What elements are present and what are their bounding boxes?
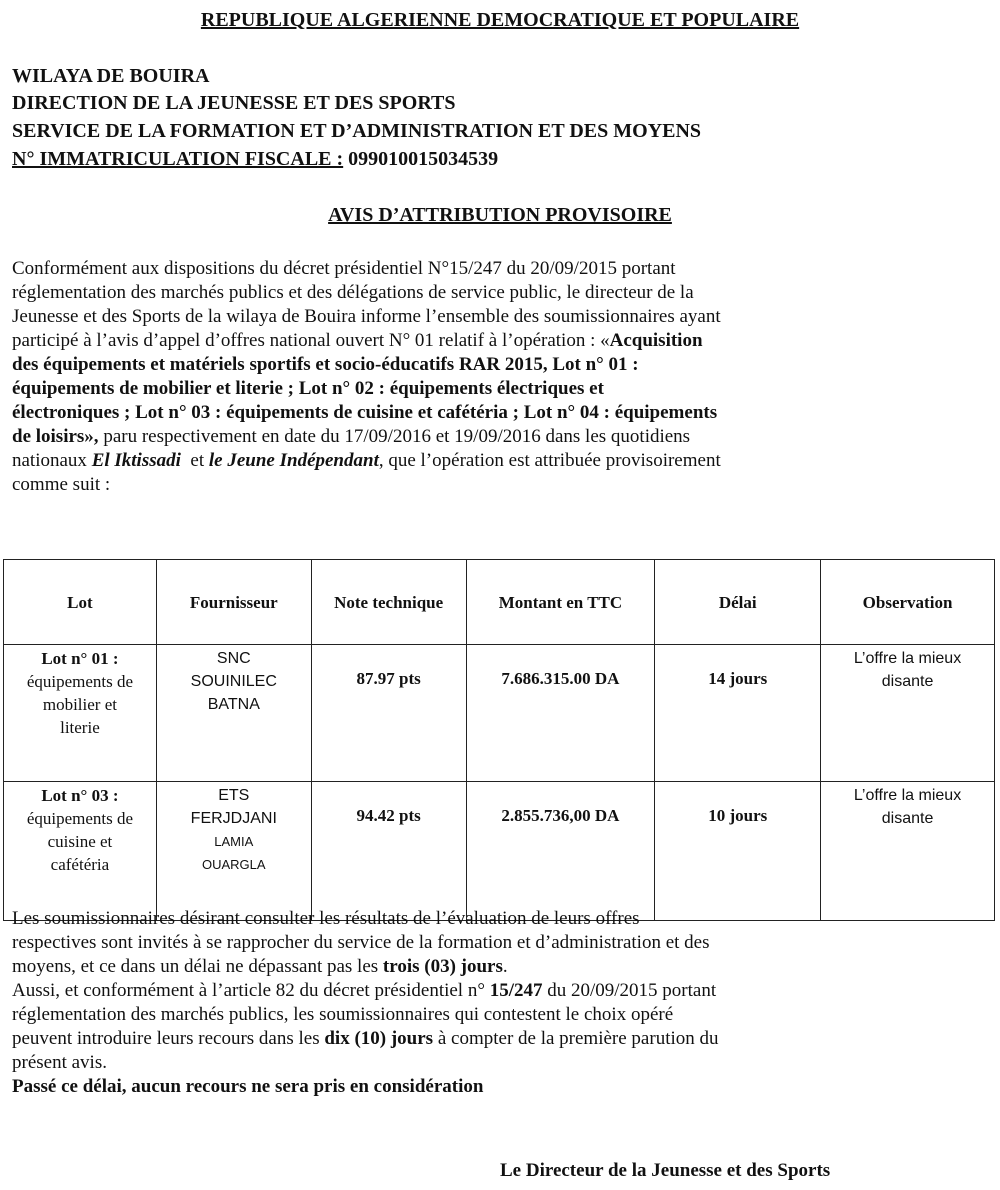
notice-title: AVIS D’ATTRIBUTION PROVISOIRE (328, 204, 672, 226)
column-header-supplier: Fournisseur (156, 560, 311, 645)
intro-line: équipements de mobilier et literie ; Lot n° 02 : équipements électriques et (12, 378, 604, 399)
intro-line: Jeunesse et des Sports de la wilaya de Bouira informe l’ensemble des soumissionnaires ayant (12, 306, 721, 327)
intro-line: Conformément aux dispositions du décret présidentiel N°15/247 du 20/09/2015 portant (12, 258, 676, 279)
technical-score-cell: 94.42 pts (311, 782, 466, 921)
table-row (4, 645, 995, 782)
fiscal-number: 099010015034539 (348, 148, 499, 170)
amount-cell: 7.686.315.00 DA (466, 645, 655, 782)
technical-score-cell: 87.97 pts (311, 645, 466, 782)
column-header-amount: Montant en TTC (466, 560, 655, 645)
intro-bold: Acquisition (609, 330, 703, 351)
lot-cell: Lot n° 03 : équipements de cuisine et cafétéria (4, 782, 157, 921)
intro-bold: de loisirs», (12, 426, 99, 447)
closing-paragraph (12, 907, 972, 1099)
column-header-lot: Lot (4, 560, 157, 645)
intro-line: comme suit : (12, 474, 111, 495)
observation-cell: L’offre la mieux disante (821, 645, 995, 782)
amount-cell: 2.855.736,00 DA (466, 782, 655, 921)
closing-line: moyens, et ce dans un délai ne dépassant pas les trois (03) jours. (12, 956, 508, 977)
supplier-cell: SNC SOUINILEC BATNA (156, 645, 311, 782)
fiscal-line (12, 145, 498, 173)
table-row (4, 782, 995, 921)
column-header-technical-score: Note technique (311, 560, 466, 645)
intro-line: de loisirs», paru respectivement en date du 17/09/2016 et 19/09/2016 dans les quotidiens (12, 426, 691, 447)
service-line: SERVICE DE LA FORMATION ET D’ADMINISTRATION ET DES MOYENS (12, 120, 702, 142)
observation-cell: L’offre la mieux disante (821, 782, 995, 921)
table-header-row (4, 560, 995, 645)
direction-line: DIRECTION DE LA JEUNESSE ET DES SPORTS (12, 92, 456, 114)
intro-line: participé à l’avis d’appel d’offres national ouvert N° 01 relatif à l’opération : «Acquisition (12, 330, 703, 351)
intro-line: électroniques ; Lot n° 03 : équipements de cuisine et cafétéria ; Lot n° 04 : équipements (12, 402, 718, 423)
closing-line: respectives sont invités à se rapprocher du service de la formation et d’administration et des (12, 932, 710, 953)
closing-line: Aussi, et conformément à l’article 82 du décret présidentiel n° 15/247 du 20/09/2015 portant (12, 980, 717, 1001)
closing-line: réglementation des marchés publics, les soumissionnaires qui contestent le choix opéré (12, 1004, 674, 1025)
lot-cell: Lot n° 01 : équipements de mobilier et literie (4, 645, 157, 782)
intro-line: des équipements et matériels sportifs et socio-éducatifs RAR 2015, Lot n° 01 : (12, 354, 639, 375)
newspaper-name: El Iktissadi (91, 450, 181, 471)
closing-line: Les soumissionnaires désirant consulter les résultats de l’évaluation de leurs offres (12, 908, 640, 929)
supplier-cell: ETS FERJDJANI LAMIA OUARGLA (156, 782, 311, 921)
intro-line: réglementation des marchés publics et des délégations de service public, le directeur de la (12, 282, 694, 303)
fiscal-label: N° IMMATRICULATION FISCALE : (12, 148, 344, 170)
closing-line: peuvent introduire leurs recours dans les dix (10) jours à compter de la première parution du (12, 1028, 719, 1049)
wilaya-line: WILAYA DE BOUIRA (12, 65, 210, 87)
closing-line: présent avis. (12, 1052, 107, 1073)
closing-warning: Passé ce délai, aucun recours ne sera pris en considération (12, 1076, 484, 1097)
column-header-delay: Délai (655, 560, 821, 645)
republic-heading: REPUBLIQUE ALGERIENNE DEMOCRATIQUE ET POPULAIRE (200, 9, 800, 31)
intro-paragraph (12, 257, 972, 497)
results-table (3, 559, 995, 921)
intro-line: nationaux El Iktissadi et le Jeune Indépendant, que l’opération est attribuée provisoirement (12, 450, 721, 471)
delay-cell: 14 jours (655, 645, 821, 782)
newspaper-name: le Jeune Indépendant (208, 450, 379, 471)
delay-cell: 10 jours (655, 782, 821, 921)
signature: Le Directeur de la Jeunesse et des Sports (500, 1160, 831, 1181)
column-header-observation: Observation (821, 560, 995, 645)
